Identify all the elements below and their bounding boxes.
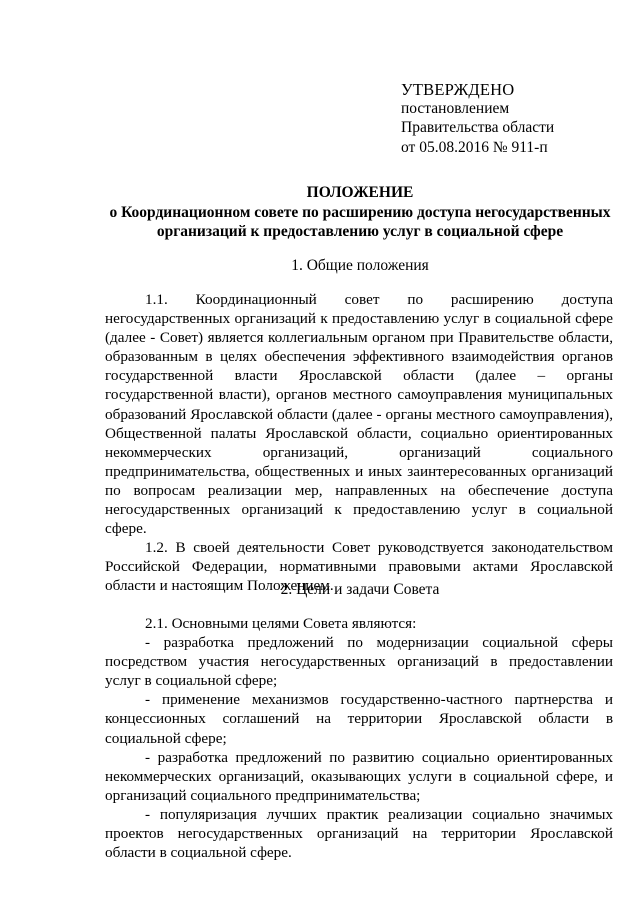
paragraph-2-1: 2.1. Основными целями Совета являются:: [145, 615, 417, 632]
section-1-heading: 1. Общие положения: [291, 257, 429, 274]
paragraph-1-2: 1.2. В своей деятельности Совет руководствуется законодательством Российской Федерации, нормативными правовыми актами Ярославской области и настоящим Положением.: [105, 539, 613, 595]
section-2-heading: 2. Цели и задачи Совета: [280, 581, 440, 598]
approval-stamp: [401, 80, 601, 157]
document-title-heading: ПОЛОЖЕНИЕ: [306, 184, 414, 201]
list-item: - разработка предложений по модернизации социальной сферы посредством участия негосударственных организаций в предоставлении услуг в социальной сфере;: [105, 634, 613, 690]
approval-line-2: Правительства области: [401, 119, 555, 137]
document-title-line-2: организаций к предоставлению услуг в социальной сфере: [156, 223, 564, 240]
document-title: [105, 183, 615, 242]
list-item: - разработка предложений по развитию социально ориентированных некоммерческих организаций, оказывающих услуги в социальной сфере, и организаций социального предпринимательства;: [105, 748, 613, 804]
approval-line-3: от 05.08.2016 № 911-п: [401, 138, 548, 156]
section-2-body: [105, 614, 613, 862]
document-title-line-1: о Координационном совете по расширению доступа негосударственных: [109, 203, 611, 221]
section-1-body: [105, 290, 613, 596]
list-item: - популяризация лучших практик реализации социально значимых проектов негосударственных организаций на территории Ярославской области в социальной сфере.: [105, 805, 613, 862]
list-item: - применение механизмов государственно-частного партнерства и концессионных соглашений на территории Ярославской области в социальной сфере;: [105, 691, 613, 747]
approval-stamp-title: УТВЕРЖДЕНО: [401, 80, 515, 99]
paragraph-1-1: 1.1. Координационный совет по расширению доступа негосударственных организаций к предоставлению услуг в социальной сфере (далее - Совет) является коллегиальным органом при Правительстве области, образованным в целях обеспечения эффективного взаимодействия органов государственной власти Ярославской области (далее – органы государственной власти), органов местного самоуправления муниципальных образований Ярославской области (далее - органы местного самоуправления), Общественной палаты Ярославской области, социально ориентированных некоммерческих организаций, организаций социального предпринимательства, общественных и иных заинтересованных организаций по вопросам реализации мер, направленных на обеспечение доступа негосударственных организаций к предоставлению услуг в социальной сфере.: [105, 291, 613, 538]
approval-line-1: постановлением: [401, 100, 510, 117]
